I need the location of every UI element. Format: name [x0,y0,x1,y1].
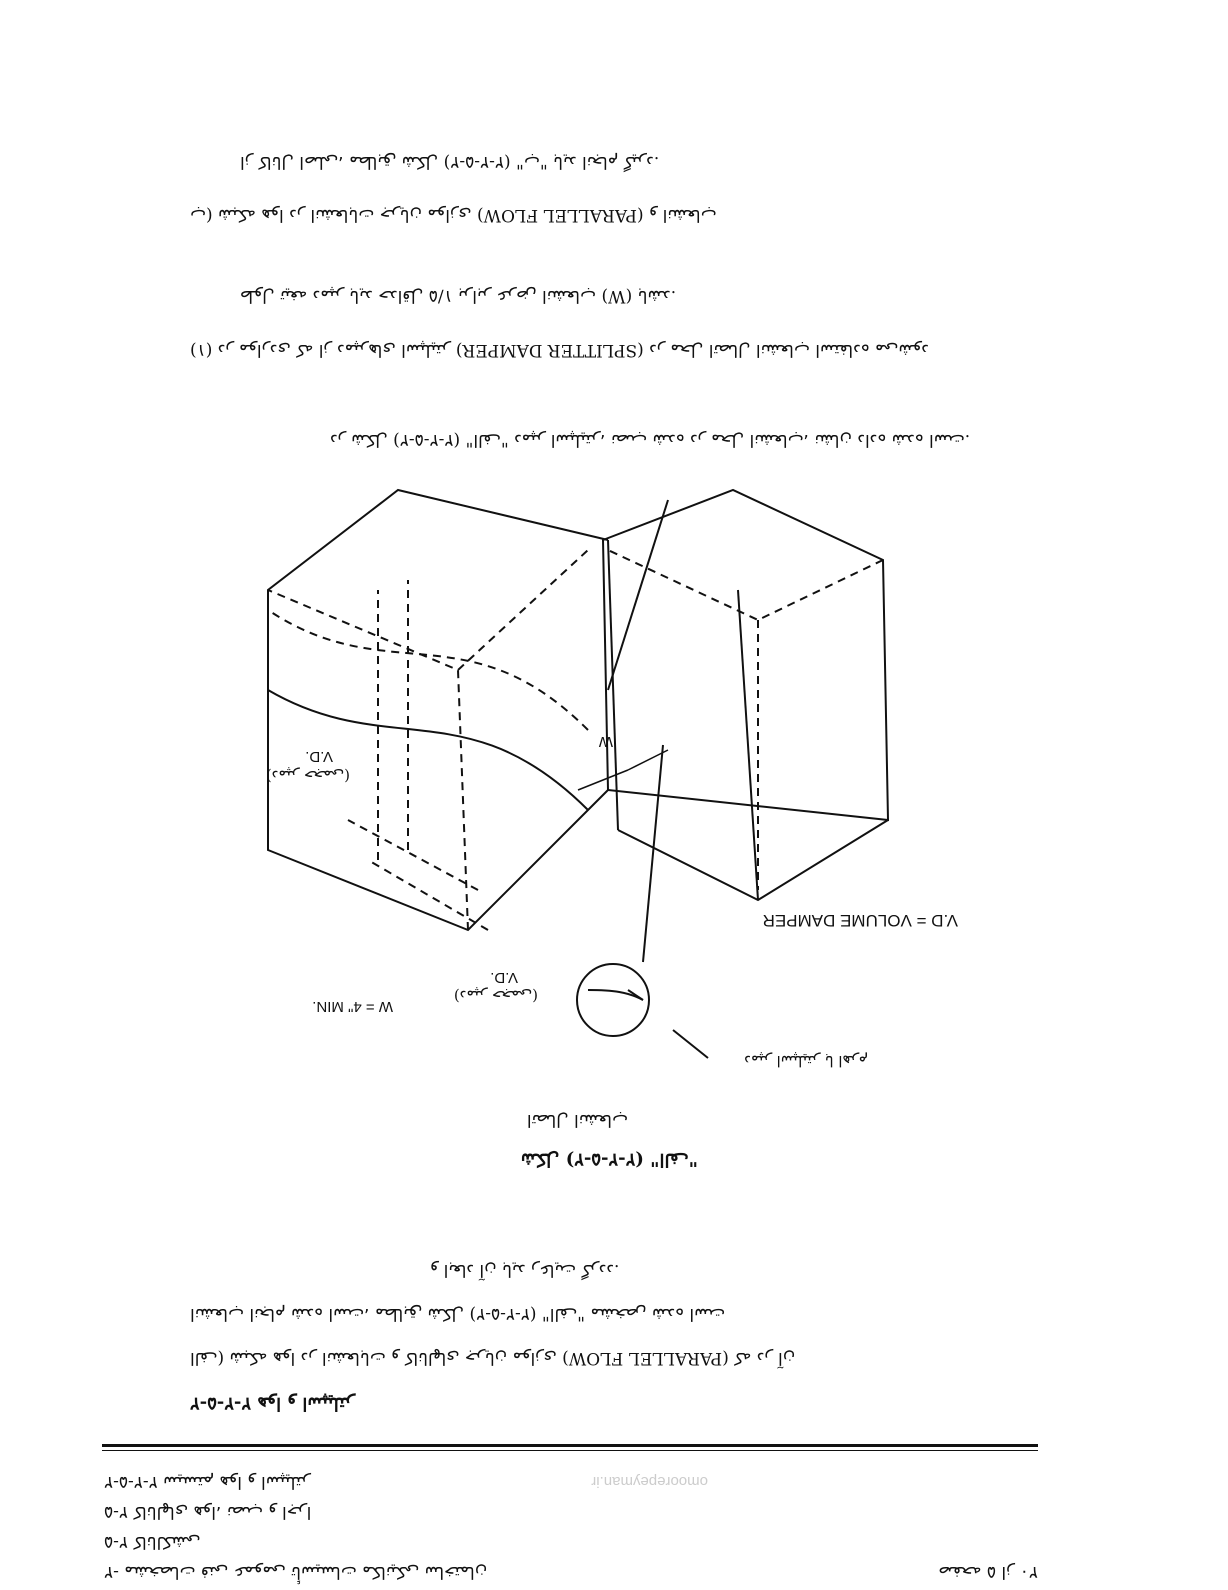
vd-sub-2: (دمپر حجمی) [265,767,350,785]
vd-sub-1: (دمپر حجمی) [453,987,538,1005]
para-a-line-2: انشعاب انجام شده است، مطابق شکل (۲-۵-۲-۲) "الف" مشخص شده است [190,1304,726,1324]
footer-line-2: ۲-۵ کانالهای هوا، نصب و اجرا [104,1502,312,1522]
item-1-line-b: طول تیغه دمپر باید حداقل ۱/۵ برابر عرض انشعاب (W) باشد. [240,286,677,306]
footer-line-1: ۲-۲-۵-۲ سیستم هوا و اسپیلتر [104,1472,311,1492]
figure-subcaption: اتصال انشعاب [526,1110,628,1130]
watermark: omoorepeyman.ir [591,1473,708,1490]
para-a-line-1: الف) شبکه هوا در انشعابات و کانالهای جریان موازی (PARALLEL FLOW) که در آن [190,1348,796,1368]
section-heading: ۲-۲-۵-۲ هوا و اسپیلتر [190,1393,355,1414]
para-a-line-3: و ابعاد آن باید رعایت گردد. [430,1260,620,1280]
figure-caption: شکل (۲-۵-۲-۲) "الف" [520,1149,698,1170]
item-1-line-a: (۱) در مواردی که از دمپرهای اسپلیتر (SPLITTER DAMPER) در محل اتصال انشعاب استفاده می‌شود [190,340,929,360]
callout-label: دمپر اسپلیتر با اهرم [744,1052,868,1070]
footer-line-4: ۲- مشخصات فنی عمومی تأسیسات مکانیکی ساختمان [104,1562,488,1582]
para-note: در شکل (۲-۵-۲-۲) "الف" دمپر اسپلیتر، نصب شده در محل انشعاب، نشان داده شده است. [330,430,971,450]
para-b-line-1: ب) شبکه هوا در انشعابات جریان موازی (PARALLEL FLOW) و انشعاب [190,205,717,225]
vd-label-2: V.D. [305,748,333,765]
w-label: W [598,733,613,750]
footer-line-3: ۲-۵ کانالکشی [104,1532,201,1552]
w-min-note: W = 4" MIN. [312,998,393,1015]
page-number: صفحه ۵ از ۲۰ [938,1562,1038,1582]
para-b-line-2: از کانال اصلی، مطابق شکل (۲-۵-۲-۲) "ب" باید انجام گیرد. [240,152,660,172]
volume-damper-note: V.D = VOLUME DAMPER [762,911,958,930]
vd-label-1: V.D. [490,969,518,986]
